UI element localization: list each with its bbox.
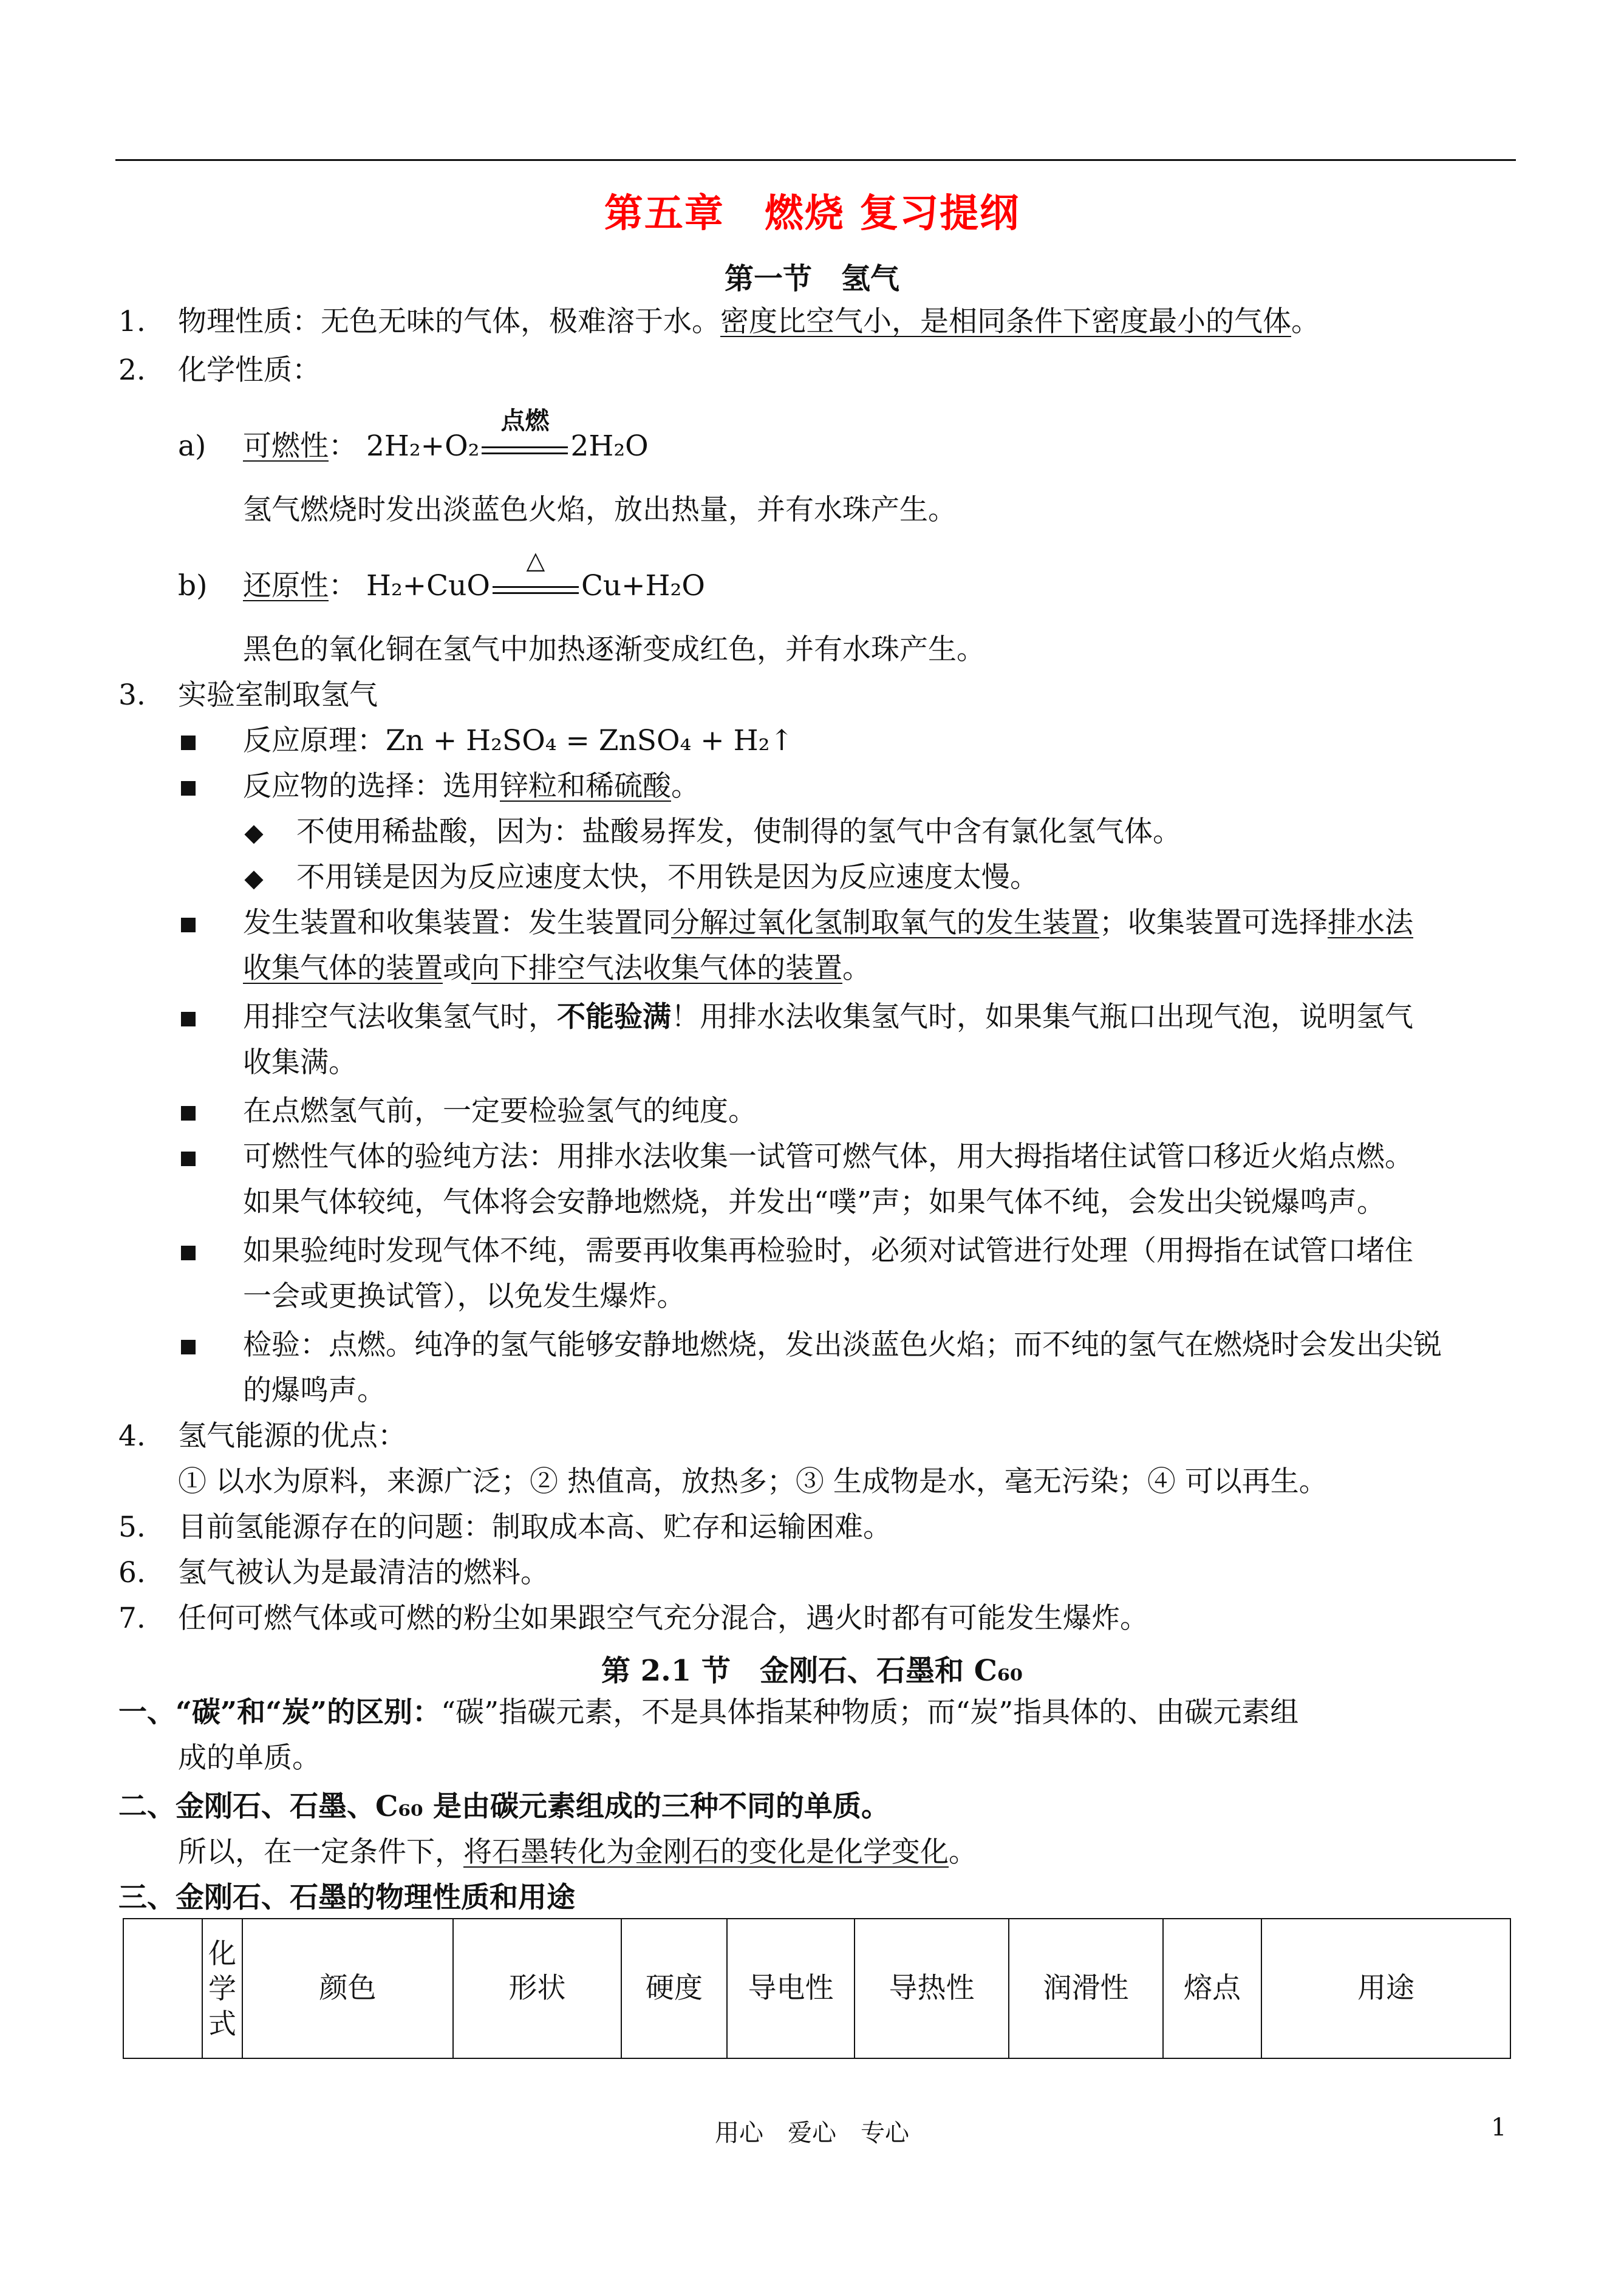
combustion-equation [243,406,649,465]
item-advantages: 氢气能源的优点： [178,1419,406,1453]
table-header-cell [123,1919,202,2058]
underlined-text: 排水法 [1328,906,1413,940]
text: ： [329,429,357,463]
table-header-cell: 形状 [453,1919,621,2058]
footer-text: 用心 爱心 专心 [715,2119,909,2147]
sub-bullet-no-hcl: 不使用稀盐酸，因为：盐酸易挥发，使制得的氢气中含有氯化氢气体。 [296,815,1181,848]
properties-table [123,1918,1511,2059]
combustion-description: 氢气燃烧时发出淡蓝色火焰，放出热量，并有水珠产生。 [243,493,957,527]
text: 。 [842,952,871,985]
bold-heading: 一、“碳”和“炭”的区别： [118,1696,442,1729]
text: 或 [443,952,471,985]
item-number: 3. [118,678,146,712]
advantages-list: ① 以水为原料，来源广泛；② 热值高，放热多；③ 生成物是水，毫无污染；④ 可以再生。 [178,1465,1328,1498]
equation-lhs: 2H₂+O₂ [366,429,480,463]
text: 。 [1291,305,1320,338]
bullet-impure-line2: 一会或更换试管），以免发生爆炸。 [243,1280,686,1313]
text: 。 [949,1835,977,1869]
item-number: 7. [118,1602,146,1635]
text: 物理性质：无色无味的气体，极难溶于水。 [178,305,720,338]
item-cleanest-fuel: 氢气被认为是最清洁的燃料。 [178,1556,549,1589]
bullet-collection-line1 [243,999,1413,1036]
item-explosion: 任何可燃气体或可燃的粉尘如果跟空气充分混合，遇火时都有可能发生爆炸。 [178,1602,1148,1635]
text: “碳”指碳元素，不是具体指某种物质；而“炭”指具体的、由碳元素组 [441,1696,1299,1729]
bullet-reaction-principle: 反应原理：Zn + H₂SO₄ = ZnSO₄ + H₂↑ [243,724,794,757]
item-physical-properties [178,304,1320,340]
text: 反应物的选择：选用 [243,770,500,803]
table-header-row [123,1919,1510,2058]
equals-sign [490,546,581,604]
item-number: 4. [118,1419,146,1453]
underlined-text: 密度比空气小，是相同条件下密度最小的气体 [720,305,1291,338]
text: 。 [671,770,700,803]
table-header-cell: 化学式 [202,1919,242,2058]
equals-sign [479,406,570,465]
equation-rhs: Cu+H₂O [581,569,705,603]
header-rule [115,159,1516,161]
bullet-square-icon [181,905,196,941]
bullet-purity-method-line1: 可燃性气体的验纯方法：用排水法收集一试管可燃气体，用大拇指堵住试管口移近火焰点燃。 [243,1140,1413,1173]
table-header-cell: 熔点 [1163,1919,1261,2058]
equation-lhs: H₂+CuO [366,569,490,603]
text: ；收集装置可选择 [1099,906,1328,940]
text: ！用排水法收集氢气时，如果集气瓶口出现气泡，说明氢气 [671,1000,1413,1034]
bullet-square-icon [181,1327,196,1364]
item-chemical-properties: 化学性质： [178,353,321,387]
item-number: 6. [118,1556,146,1589]
underlined-text: 锌粒和稀硫酸 [500,770,671,803]
allotropes-note [178,1834,977,1871]
heading-carbon-difference-line2: 成的单质。 [178,1741,321,1775]
item-number: 1. [118,305,146,338]
bullet-purity-check: 在点燃氢气前，一定要检验氢气的纯度。 [243,1094,757,1128]
sub-bullet-no-mg-fe: 不用镁是因为反应速度太快，不用铁是因为反应速度太慢。 [296,861,1039,894]
bullet-reactant-choice [243,768,700,805]
bullet-square-icon [181,1139,196,1175]
section-title-hydrogen: 第一节 氢气 [724,262,899,296]
text: 发生装置和收集装置：发生装置同 [243,906,671,940]
bullet-apparatus-line2 [243,951,871,987]
bullet-test-line1: 检验：点燃。纯净的氢气能够安静地燃烧，发出淡蓝色火焰；而不纯的氢气在燃烧时会发出尖锐 [243,1328,1442,1362]
item-problems: 目前氢能源存在的问题：制取成本高、贮存和运输困难。 [178,1511,892,1544]
bullet-purity-method-line2: 如果气体较纯，气体将会安静地燃烧，并发出“噗”声；如果气体不纯，会发出尖锐爆鸣声。 [243,1186,1386,1219]
bullet-impure-line1: 如果验纯时发现气体不纯，需要再收集再检验时，必须对试管进行处理（用拇指在试管口堵住 [243,1234,1413,1268]
bullet-test-line2: 的爆鸣声。 [243,1374,386,1407]
chapter-title: 第五章 燃烧 复习提纲 [604,191,1020,236]
table-header-cell: 导热性 [855,1919,1009,2058]
bold-heading: 二、金刚石、石墨、C₆₀ 是由碳元素组成的三种不同的单质。 [118,1790,890,1823]
bold-text: 不能验满 [557,1000,671,1034]
bullet-square-icon [181,768,196,805]
item-number: 5. [118,1511,146,1544]
item-number: 2. [118,353,146,387]
text: 所以，在一定条件下， [178,1835,463,1869]
page-number: 1 [1491,2114,1507,2142]
table-header-cell: 硬度 [621,1919,727,2058]
table-header-cell: 导电性 [727,1919,855,2058]
table-header-cell: 用途 [1261,1919,1510,2058]
bullet-square-icon [181,1093,196,1130]
underlined-text: 将石墨转化为金刚石的变化是化学变化 [463,1835,949,1869]
reduction-equation [243,546,705,604]
underlined-text: 收集气体的装置 [243,952,443,985]
sub-label: a) [178,429,206,463]
bullet-square-icon [181,723,196,759]
bullet-diamond-icon [247,814,261,850]
bold-heading: 三、金刚石、石墨的物理性质和用途 [118,1881,575,1914]
bullet-square-icon [181,1233,196,1269]
table-header-cell: 润滑性 [1009,1919,1163,2058]
item-lab-preparation: 实验室制取氢气 [178,678,378,712]
reducibility-label: 还原性 [243,569,329,603]
bullet-apparatus-line1 [243,905,1413,941]
section-title-carbon: 第 2.1 节 金刚石、石墨和 C₆₀ [601,1654,1023,1688]
heading-allotropes [118,1789,890,1825]
flammability-label: 可燃性 [243,429,329,463]
heading-physical-properties-uses [118,1880,575,1916]
bullet-collection-line2: 收集满。 [243,1046,357,1079]
bullet-square-icon [181,999,196,1036]
table-header-cell: 颜色 [242,1919,453,2058]
bullet-diamond-icon [247,859,261,896]
reduction-description: 黑色的氧化铜在氢气中加热逐渐变成红色，并有水珠产生。 [243,633,985,666]
text: ： [329,569,357,603]
underlined-text: 分解过氧化氢制取氧气的发生装置 [671,906,1099,940]
equation-rhs: 2H₂O [570,429,649,463]
heading-carbon-difference-line1 [118,1695,1298,1731]
condition-label: △ [526,546,545,575]
sub-label: b) [178,569,208,603]
condition-label: 点燃 [500,406,550,435]
underlined-text: 向下排空气法收集气体的装置 [471,952,842,985]
text: 用排空气法收集氢气时， [243,1000,557,1034]
